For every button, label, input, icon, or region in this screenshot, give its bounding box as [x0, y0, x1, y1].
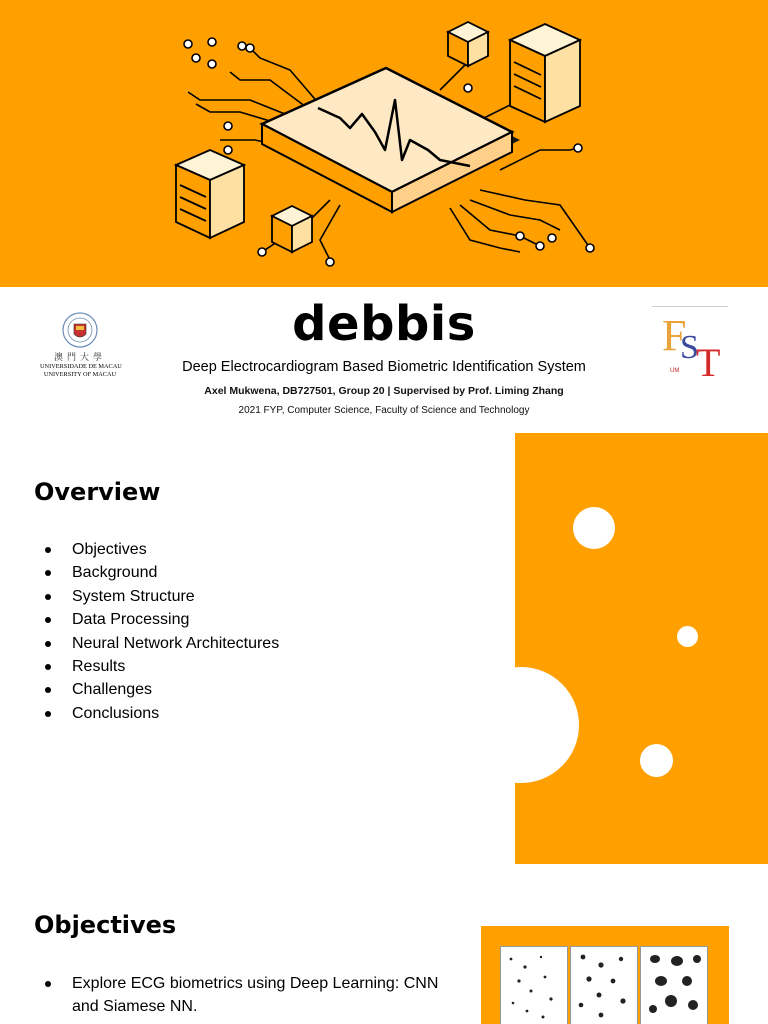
list-item [44, 561, 279, 584]
overview-list [44, 538, 279, 725]
objectives-figure [481, 926, 729, 1024]
bullet-icon [45, 547, 51, 553]
bullet-icon [45, 617, 51, 623]
bullet-icon [45, 664, 51, 670]
dot-pattern-figure [641, 947, 709, 1024]
decorative-circle [515, 667, 579, 783]
list-item [44, 538, 279, 561]
figure-strip [500, 946, 568, 1024]
svg-text:F: F [662, 311, 687, 360]
university-name-english: UNIVERSITY OF MACAU [43, 371, 117, 378]
figure-strip [570, 946, 638, 1024]
list-item-label: Neural Network Architectures [72, 634, 280, 652]
decorative-circle [573, 507, 615, 549]
list-item-label: Explore ECG biometrics using Deep Learning: CNN and Siamese NN. [72, 975, 439, 1016]
bullet-icon [45, 981, 51, 987]
fst-logo-um-label: UM [670, 368, 680, 374]
server-icon [176, 150, 244, 238]
list-item-label: Conclusions [72, 704, 160, 722]
university-name-portuguese: UNIVERSIDADE DE MACAU [40, 363, 122, 370]
course-info-line: 2021 FYP, Computer Science, Faculty of Science and Technology [238, 405, 530, 416]
svg-text:S: S [680, 329, 699, 366]
list-item-label: Data Processing [72, 611, 190, 629]
decorative-panel [515, 433, 768, 864]
figure-strip [640, 946, 708, 1024]
poster-title: debbis [292, 296, 476, 352]
list-item [44, 632, 279, 655]
bullet-icon [45, 570, 51, 576]
bullet-icon [45, 687, 51, 693]
decorative-circle [677, 626, 698, 647]
objectives-heading: Objectives [34, 911, 177, 939]
dot-pattern-figure [501, 947, 569, 1024]
list-item [44, 702, 279, 725]
bullet-icon [45, 711, 51, 717]
list-item [44, 585, 279, 608]
poster-subtitle: Deep Electrocardiogram Based Biometric Identification System [182, 359, 586, 375]
university-name-chinese: 澳門大學 [53, 353, 106, 363]
decorative-circle [640, 744, 673, 777]
list-item-label: Challenges [72, 681, 153, 699]
hero-banner [0, 0, 768, 287]
list-item [44, 678, 279, 701]
list-item-label: Results [72, 658, 126, 676]
circuit-chip-illustration [0, 0, 768, 287]
list-item [44, 608, 279, 631]
bullet-icon [45, 641, 51, 647]
list-item [44, 972, 464, 1019]
dot-pattern-figure [571, 947, 639, 1024]
list-item-label: Background [72, 564, 158, 582]
objectives-list [44, 972, 464, 1019]
list-item-label: System Structure [72, 587, 195, 605]
list-item [44, 655, 279, 678]
overview-heading: Overview [34, 478, 161, 506]
list-item-label: Objectives [72, 541, 147, 558]
svg-text:T: T [696, 340, 721, 382]
authors-line: Axel Mukwena, DB727501, Group 20 | Supervised by Prof. Liming Zhang [204, 385, 564, 397]
bullet-icon [45, 594, 51, 600]
